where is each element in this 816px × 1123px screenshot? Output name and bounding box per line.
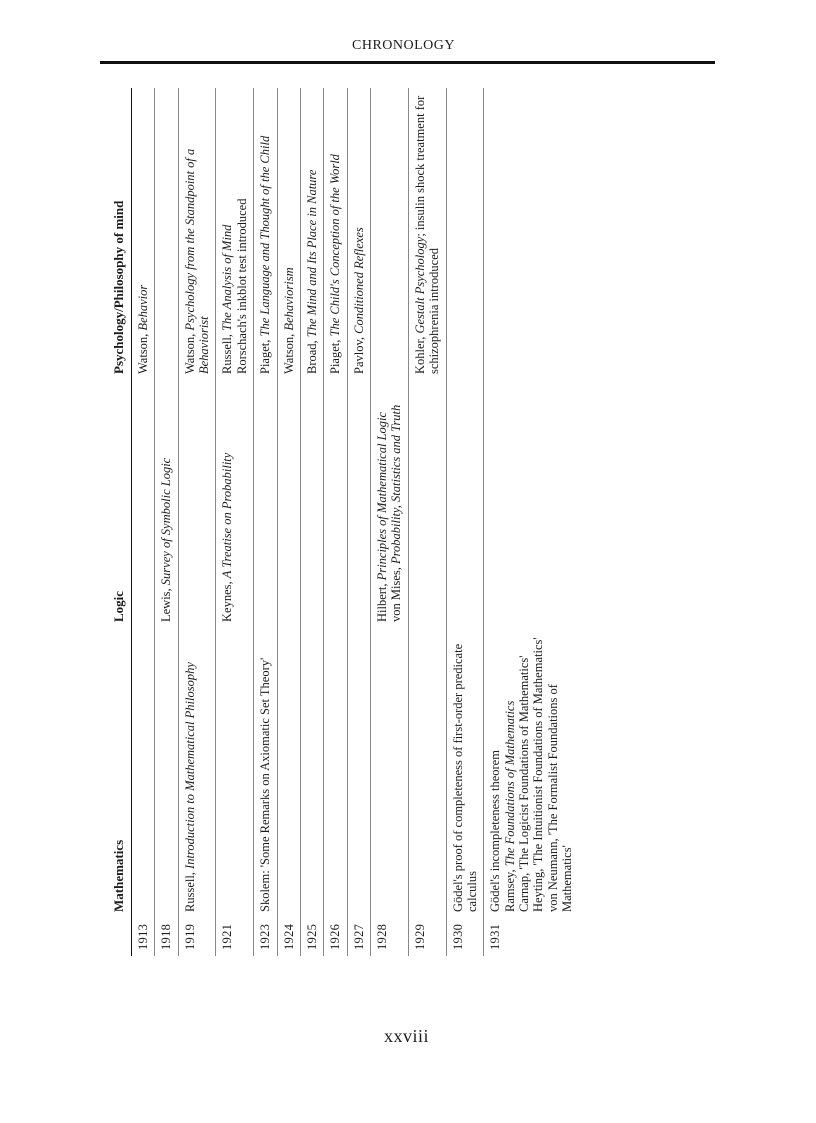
entry-text: Broad, — [304, 337, 319, 374]
entry-text: Lewis, — [159, 585, 174, 622]
entry-text: Ramsey, — [502, 866, 517, 912]
math-cell — [178, 628, 216, 918]
work-title: Behaviorism — [281, 267, 296, 331]
entry-text: Russell, — [182, 868, 197, 912]
entry-text: Skolem: 'Some Remarks on Axiomatic Set Theory' — [258, 657, 273, 912]
entry-line — [305, 94, 319, 374]
entry-text: Gödel's incompleteness theorem — [488, 750, 503, 912]
year-cell: 1927 — [347, 918, 370, 956]
entry-line — [258, 634, 272, 912]
psych-cell — [216, 88, 254, 380]
entry-text: Keynes, — [220, 578, 235, 622]
mathematics-column-header: Mathematics — [106, 628, 131, 918]
entry-line — [328, 94, 342, 374]
entry-text: Gödel's proof of completeness of first-order predicate calculus — [450, 643, 479, 912]
math-cell — [254, 628, 277, 918]
entry-line — [352, 94, 366, 374]
table-header-row — [106, 88, 131, 956]
logic-cell — [446, 380, 484, 628]
math-cell — [408, 628, 446, 918]
entry-text: Watson, — [281, 330, 296, 374]
entry-line — [136, 94, 150, 374]
entry-text: Watson, — [182, 330, 197, 374]
entry-text: Piaget, — [328, 336, 343, 374]
math-cell — [277, 628, 300, 918]
work-title: The Language and Thought of the Child — [258, 135, 273, 337]
entry-text: Russell, — [220, 330, 235, 374]
psych-cell — [155, 88, 178, 380]
math-cell — [484, 628, 579, 918]
math-cell — [155, 628, 178, 918]
table-row — [484, 88, 579, 956]
work-title: Introduction to Mathematical Philosophy — [182, 662, 197, 869]
math-cell — [371, 628, 409, 918]
work-title: Psychology from the Standpoint of a Behaviorist — [182, 148, 212, 374]
entry-line — [159, 386, 173, 622]
year-cell: 1923 — [254, 918, 277, 956]
header-rule — [100, 61, 715, 64]
entry-text: ; insulin shock treatment for schizophrenia introduced — [412, 95, 442, 374]
year-cell: 1924 — [277, 918, 300, 956]
chronology-table-region — [106, 88, 712, 956]
work-title: The Analysis of Mind — [220, 224, 235, 331]
entry-text: von Mises, — [389, 564, 404, 622]
work-title: Gestalt Psychology — [412, 236, 427, 334]
logic-cell — [324, 380, 347, 628]
psych-cell — [131, 88, 154, 380]
psych-cell — [347, 88, 370, 380]
entry-line — [220, 386, 234, 622]
year-cell: 1921 — [216, 918, 254, 956]
work-title: Conditioned Reflexes — [351, 227, 366, 334]
entry-line — [235, 94, 249, 374]
work-title: The Child's Conception of the World — [328, 154, 343, 337]
psych-cell — [371, 88, 409, 380]
logic-cell — [131, 380, 154, 628]
entry-line — [375, 386, 389, 622]
year-cell: 1925 — [300, 918, 323, 956]
psych-cell — [324, 88, 347, 380]
entry-text: Heyting, 'The Intuitionist Foundations of Mathematics' — [531, 637, 546, 912]
work-title: Survey of Symbolic Logic — [159, 457, 174, 586]
chronology-table-rotated — [106, 88, 712, 956]
work-title: Probability, Statistics and Truth — [389, 404, 404, 564]
table-row — [347, 88, 370, 956]
entry-line — [389, 386, 403, 622]
entry-text: Piaget, — [258, 336, 273, 374]
entry-line — [546, 634, 575, 912]
page-number: xxviii — [384, 1026, 430, 1046]
table-row — [408, 88, 446, 956]
entry-line — [183, 634, 197, 912]
entry-line — [517, 634, 531, 912]
entry-text: Watson, — [135, 330, 150, 374]
psych-cell — [446, 88, 484, 380]
entry-text: Rorschach's inkblot test introduced — [234, 198, 249, 374]
work-title: Behavior — [135, 284, 150, 331]
table-row — [216, 88, 254, 956]
psych-cell — [178, 88, 216, 380]
table-row — [131, 88, 154, 956]
logic-column-header: Logic — [106, 380, 131, 628]
entry-text: Hilbert, — [375, 580, 390, 622]
psych-cell — [408, 88, 446, 380]
year-cell: 1931 — [488, 923, 503, 950]
logic-cell — [484, 380, 579, 628]
work-title: A Treatise on Probability — [220, 452, 235, 579]
table-row — [277, 88, 300, 956]
table-row — [371, 88, 409, 956]
math-cell — [131, 628, 154, 918]
psych-cell — [254, 88, 277, 380]
year-column-header — [106, 918, 131, 956]
year-cell: 1913 — [131, 918, 154, 956]
table-row — [178, 88, 216, 956]
header-title: CHRONOLOGY — [352, 38, 455, 53]
entry-text: Carnap, 'The Logicist Foundations of Mathematics' — [517, 655, 532, 912]
entry-line — [183, 94, 212, 374]
entry-text: Pavlov, — [351, 333, 366, 374]
math-cell — [300, 628, 323, 918]
psychology-column-header: Psychology/Philosophy of mind — [106, 88, 131, 380]
work-title: The Mind and Its Place in Nature — [304, 169, 319, 338]
entry-line — [413, 94, 442, 374]
year-cell: 1918 — [155, 918, 178, 956]
entry-line — [488, 634, 502, 912]
chronology-table — [106, 88, 579, 956]
logic-cell — [216, 380, 254, 628]
entry-line — [503, 634, 517, 912]
entry-text: von Neumann, 'The Formalist Foundations of Mathematics' — [545, 684, 575, 912]
logic-cell — [178, 380, 216, 628]
logic-cell — [155, 380, 178, 628]
math-cell — [446, 628, 484, 918]
year-cell: 1929 — [408, 918, 446, 956]
work-title: The Foundations of Mathematics — [502, 700, 517, 867]
logic-cell — [300, 380, 323, 628]
math-cell — [216, 628, 254, 918]
logic-cell — [408, 380, 446, 628]
year-cell: 1928 — [371, 918, 409, 956]
psych-cell — [277, 88, 300, 380]
year-cell: 1919 — [178, 918, 216, 956]
psych-cell — [484, 88, 579, 380]
entry-line — [451, 634, 480, 912]
table-row — [446, 88, 484, 956]
year-cell: 1930 — [446, 918, 484, 956]
logic-cell — [277, 380, 300, 628]
entry-line — [282, 94, 296, 374]
entry-text: Kohler, — [412, 333, 427, 374]
entry-line — [220, 94, 234, 374]
logic-cell — [347, 380, 370, 628]
psych-cell — [300, 88, 323, 380]
table-row — [324, 88, 347, 956]
table-row — [254, 88, 277, 956]
entry-line — [531, 634, 545, 912]
year-cell: 1926 — [324, 918, 347, 956]
math-cell — [324, 628, 347, 918]
table-body — [131, 88, 578, 956]
logic-cell — [371, 380, 409, 628]
entry-line — [258, 94, 272, 374]
work-title: Principles of Mathematical Logic — [375, 411, 390, 581]
math-cell — [347, 628, 370, 918]
table-row — [155, 88, 178, 956]
logic-cell — [254, 380, 277, 628]
table-row — [300, 88, 323, 956]
